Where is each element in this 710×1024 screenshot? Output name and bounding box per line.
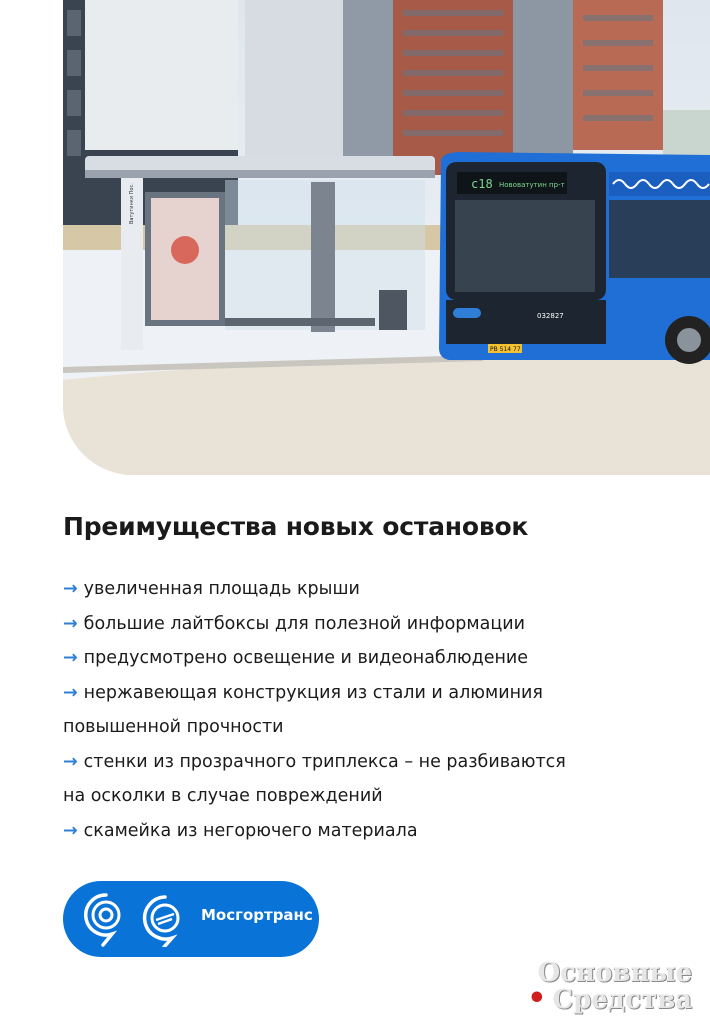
list-item: → стенки из прозрачного триплекса – не разбиваются на осколки в случае повреждений	[63, 751, 566, 806]
list-item: → увеличенная площадь крыши	[63, 579, 360, 599]
license-plate: РВ 514 77	[490, 346, 521, 353]
list-item: → нержавеющая конструкция из стали и алюминия повышенной прочности	[63, 682, 543, 737]
arrow-icon: →	[63, 648, 78, 668]
shelter-sign: Ватутинки Пос.	[129, 183, 135, 224]
bus-stop-photo	[63, 0, 710, 475]
route-display: c18	[471, 177, 493, 191]
red-dot-icon: •	[527, 981, 547, 1016]
arrow-icon: →	[63, 682, 78, 703]
arrow-icon: →	[63, 613, 78, 634]
arrow-icon: →	[63, 751, 78, 772]
page-title: Преимущества новых остановок	[63, 512, 529, 541]
fleet-number: 032827	[537, 312, 564, 320]
list-item: → большие лайтбоксы для полезной информации	[63, 613, 525, 634]
arrow-icon: →	[63, 579, 78, 599]
list-item: → предусмотрено освещение и видеонаблюдение	[63, 648, 529, 668]
destination-display: Нововатутин пр-т	[499, 181, 565, 189]
benefits-list	[63, 572, 683, 848]
logo-text: Мосгортранс	[201, 906, 313, 924]
watermark: Основные • Средства	[527, 958, 692, 1016]
bus-stop-scene-illustration	[63, 0, 710, 475]
list-item: → скамейка из негорючего материала	[63, 820, 418, 841]
moscow-transport-9-icon	[81, 891, 131, 947]
mosgortrans-logo	[63, 881, 319, 957]
arrow-icon: →	[63, 820, 78, 841]
mosgortrans-emblem-icon	[139, 893, 193, 947]
